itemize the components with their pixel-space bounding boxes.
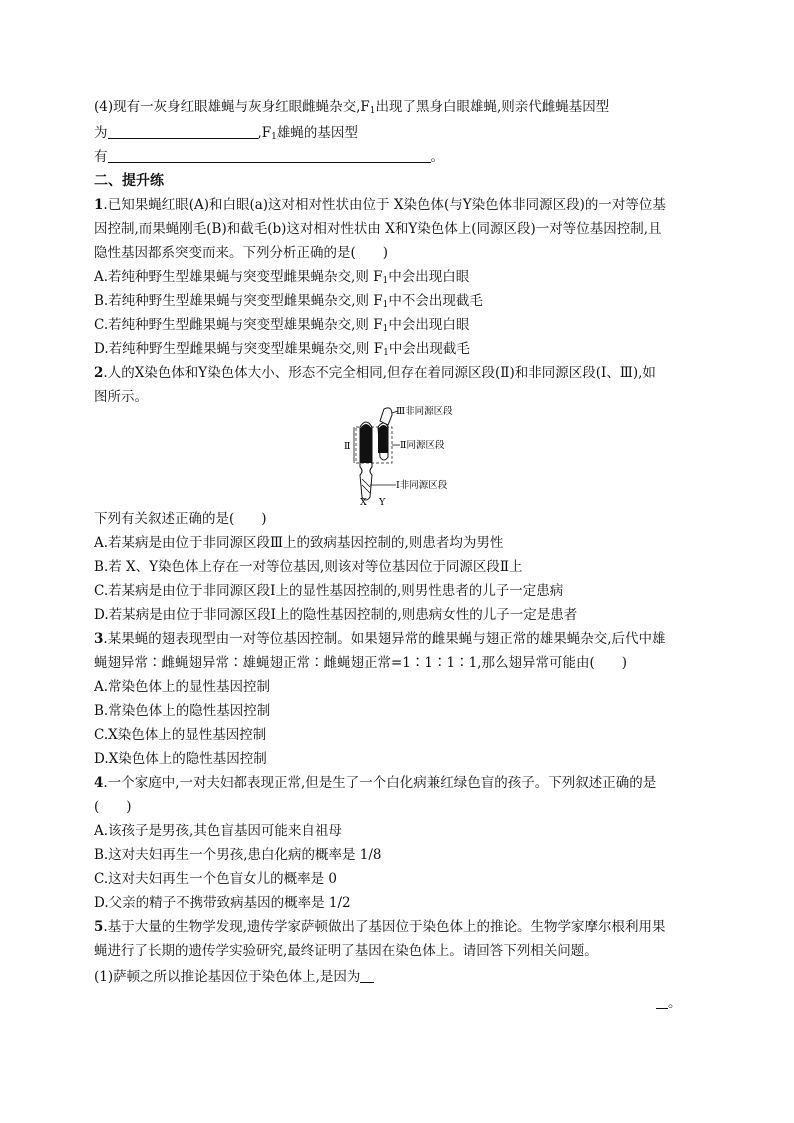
label-region-ii-left: Ⅱ — [344, 441, 351, 452]
subscript: 1 — [271, 132, 277, 142]
q1-option-a[interactable] — [94, 268, 704, 290]
text: B.若纯种野生型雄果蝇与突变型雌果蝇杂交,则 F — [94, 293, 383, 309]
q3-option-a[interactable]: A.常染色体上的显性基因控制 — [94, 679, 271, 695]
x-homologous-region — [360, 424, 372, 463]
q4-option-c[interactable]: C.这对夫妇再生一个色盲女儿的概率是 0 — [94, 871, 338, 887]
text: .一个家庭中,一对夫妇都表现正常,但是生了一个白化病兼红绿色盲的孩子。下列叙述正确的是 — [103, 775, 657, 791]
answer-blank[interactable] — [108, 124, 258, 139]
text: 中会出现白眼 — [388, 269, 470, 285]
q3-option-b[interactable]: B.常染色体上的隐性基因控制 — [94, 703, 271, 719]
q5-stem-line2: 蝇进行了长期的遗传学实验研究,最终证明了基因在染色体上。请回答下列相关问题。 — [94, 943, 598, 959]
text: C.若纯种野生型雌果蝇与突变型雄果蝇杂交,则 F — [94, 317, 383, 333]
question-number: 2 — [94, 365, 104, 381]
q2-stem-line2: 图所示。 — [94, 389, 148, 405]
label-region-ii: Ⅱ同源区段 — [400, 440, 445, 451]
text: (4)现有一灰身红眼雄蝇与灰身红眼雌蝇杂交,F — [94, 99, 370, 115]
label-x: X — [360, 497, 367, 505]
subscript: 1 — [383, 348, 389, 358]
question-number: 3 — [94, 631, 104, 647]
text: 。 — [668, 995, 682, 1011]
answer-blank[interactable] — [108, 148, 431, 163]
question-number: 1 — [94, 197, 104, 213]
y-nonhomologous-region — [380, 408, 392, 425]
q1-stem-line1 — [94, 196, 704, 214]
section-title: 二、提升练 — [94, 173, 164, 189]
label-region-iii: Ⅲ非同源区段 — [396, 406, 453, 417]
text: D.若纯种野生型雌果蝇与突变型雄果蝇杂交,则 F — [94, 341, 384, 357]
q3-option-c[interactable]: C.X染色体上的显性基因控制 — [94, 727, 267, 743]
q2-option-d[interactable]: D.若某病是由位于非同源区段Ⅰ上的隐性基因控制的,则患病女性的儿子一定是患者 — [94, 607, 578, 623]
question-number: 5 — [94, 919, 104, 935]
q1-option-d[interactable] — [94, 340, 704, 362]
text: 。 — [430, 149, 444, 165]
q3-stem-line1 — [94, 630, 704, 648]
q5-sub1 — [94, 968, 704, 986]
answer-blank[interactable] — [656, 994, 668, 1009]
q3-option-d[interactable]: D.X染色体上的隐性基因控制 — [94, 751, 267, 767]
q1-stem-line2: 因控制,而果蝇刚毛(B)和截毛(b)这对相对性状由 X和Y染色体上(同源区段)一对等位基因控制,且 — [94, 221, 662, 237]
q5-stem-line1 — [94, 918, 704, 936]
answer-blank[interactable] — [360, 968, 374, 983]
subscript: 1 — [382, 276, 389, 286]
q2-stem-line1 — [94, 364, 704, 382]
text: 雄蝇的基因型 — [276, 125, 358, 141]
q2-stem-line3: 下列有关叙述正确的是( ) — [94, 511, 267, 527]
text: ,F — [257, 125, 272, 141]
subscript: 1 — [382, 324, 389, 334]
q3-stem-line2: 蝇翅异常∶雌蝇翅异常∶雄蝇翅正常∶雌蝇翅正常=1∶1∶1∶1,那么翅异常可能由( ) — [94, 655, 627, 671]
q4-option-b[interactable]: B.这对夫妇再生一个男孩,患白化病的概率是 1/8 — [94, 847, 382, 863]
prev-q4-line3 — [94, 148, 704, 166]
subscript: 1 — [382, 300, 389, 310]
text: 中会出现截毛 — [388, 341, 470, 357]
text: .某果蝇的翅表现型由一对等位基因控制。如果翅异常的雌果蝇与翅正常的雄果蝇杂交,后代中雄 — [103, 631, 666, 647]
label-region-i: Ⅰ非同源区段 — [396, 480, 448, 491]
q2-option-a[interactable]: A.若某病是由位于非同源区段Ⅲ上的致病基因控制的,则患者均为男性 — [94, 535, 504, 551]
q1-option-c[interactable] — [94, 316, 704, 338]
subscript: 1 — [369, 106, 376, 116]
text: A.若纯种野生型雄果蝇与突变型雌果蝇杂交,则 F — [94, 269, 383, 285]
text: .基于大量的生物学发现,遗传学家萨顿做出了基因位于染色体上的推论。生物学家摩尔根利用果 — [103, 919, 666, 935]
q5-sub1-end — [656, 994, 696, 1012]
text: .人的X染色体和Y染色体大小、形态不完全相同,但存在着同源区段(Ⅱ)和非同源区段(Ⅰ、Ⅲ),如 — [103, 365, 656, 381]
q4-stem-line2: ( ) — [94, 799, 132, 815]
prev-q4-line2 — [94, 124, 704, 146]
text: 出现了黑身白眼雄蝇,则亲代雌蝇基因型 — [375, 99, 610, 115]
y-homologous-region — [378, 425, 388, 453]
text: .已知果蝇红眼(A)和白眼(a)这对相对性状由位于 X染色体(与Y染色体非同源区段)的一对等位基 — [103, 197, 666, 213]
text: 有 — [94, 149, 108, 165]
text: 中会出现白眼 — [388, 317, 470, 333]
q2-option-b[interactable]: B.若 X、Y染色体上存在一对等位基因,则该对等位基因位于同源区段Ⅱ上 — [94, 559, 523, 575]
q4-stem-line1 — [94, 774, 704, 792]
q4-option-d[interactable]: D.父亲的精子不携带致病基因的概率是 1/2 — [94, 895, 351, 911]
text: 为 — [94, 125, 108, 141]
question-number: 4 — [94, 775, 104, 791]
label-y: Y — [379, 497, 386, 505]
q2-option-c[interactable]: C.若某病是由位于非同源区段Ⅰ上的显性基因控制的,则男性患者的儿子一定患病 — [94, 583, 564, 599]
prev-q4-line1 — [94, 98, 704, 120]
text: (1)萨顿之所以推论基因位于染色体上,是因为 — [94, 969, 361, 985]
text: 中不会出现截毛 — [388, 293, 483, 309]
q1-stem-line3: 隐性基因都系突变而来。下列分析正确的是( ) — [94, 245, 389, 261]
xy-chromosome-figure — [330, 405, 480, 505]
q1-option-b[interactable] — [94, 292, 704, 314]
q4-option-a[interactable]: A.该孩子是男孩,其色盲基因可能来自祖母 — [94, 823, 342, 839]
